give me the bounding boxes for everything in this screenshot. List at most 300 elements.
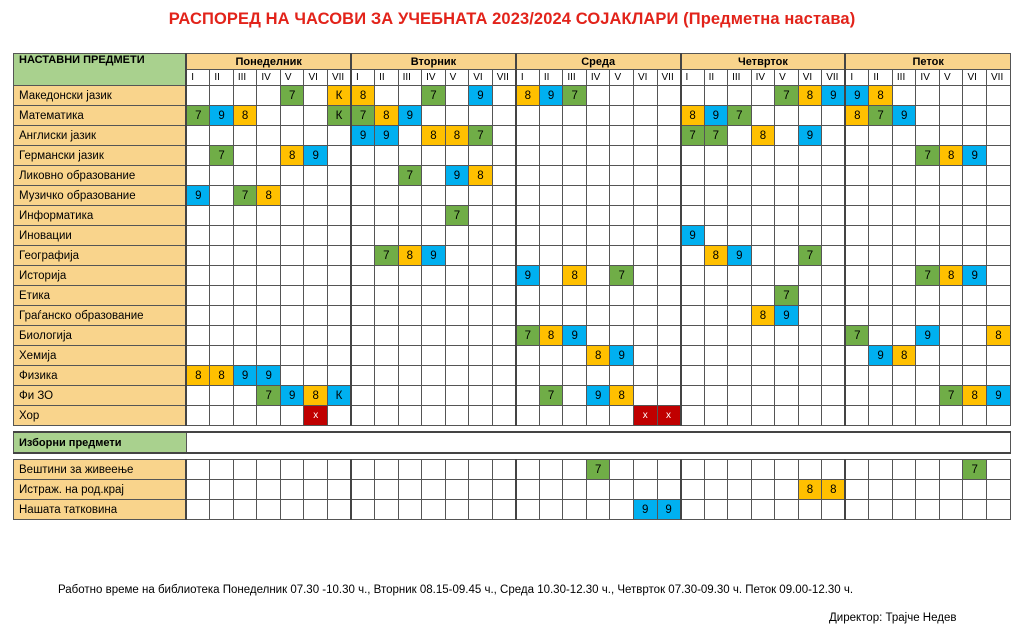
empty-cell [681, 246, 705, 266]
empty-cell [822, 206, 846, 226]
schedule-cell: 9 [963, 266, 987, 286]
empty-cell [987, 146, 1011, 166]
empty-cell [869, 500, 893, 520]
empty-cell [963, 126, 987, 146]
empty-cell [257, 106, 281, 126]
empty-cell [681, 266, 705, 286]
empty-cell [445, 186, 469, 206]
empty-cell [351, 266, 375, 286]
schedule-cell: 8 [798, 480, 822, 500]
empty-cell [892, 126, 916, 146]
empty-cell [586, 166, 610, 186]
schedule-cell: 8 [186, 366, 210, 386]
empty-cell [775, 106, 799, 126]
empty-cell [633, 86, 657, 106]
empty-cell [563, 386, 587, 406]
empty-cell [939, 126, 963, 146]
empty-cell [445, 346, 469, 366]
empty-cell [939, 226, 963, 246]
empty-cell [822, 500, 846, 520]
empty-cell [728, 306, 752, 326]
empty-cell [657, 126, 681, 146]
schedule-cell: 7 [422, 86, 446, 106]
empty-cell [939, 460, 963, 480]
subject-row [14, 106, 1011, 126]
empty-cell [798, 146, 822, 166]
empty-cell [257, 500, 281, 520]
empty-cell [704, 326, 728, 346]
subject-name: Германски јазик [14, 146, 187, 166]
empty-cell [445, 86, 469, 106]
period-label: III [563, 70, 587, 86]
empty-cell [963, 406, 987, 426]
empty-cell [351, 226, 375, 246]
subject-row [14, 406, 1011, 426]
empty-cell [586, 186, 610, 206]
schedule-cell: x [304, 406, 328, 426]
empty-cell [892, 166, 916, 186]
empty-cell [869, 480, 893, 500]
empty-cell [375, 306, 399, 326]
schedule-cell: 8 [586, 346, 610, 366]
empty-cell [422, 480, 446, 500]
empty-cell [539, 126, 563, 146]
empty-cell [351, 186, 375, 206]
empty-cell [516, 286, 540, 306]
schedule-cell: 9 [657, 500, 681, 520]
empty-cell [398, 306, 422, 326]
empty-cell [657, 226, 681, 246]
empty-cell [210, 126, 234, 146]
empty-cell [728, 206, 752, 226]
empty-cell [445, 266, 469, 286]
empty-cell [539, 266, 563, 286]
empty-cell [775, 386, 799, 406]
period-label: III [233, 70, 257, 86]
empty-cell [469, 406, 493, 426]
empty-cell [657, 246, 681, 266]
empty-cell [586, 480, 610, 500]
empty-cell [798, 500, 822, 520]
empty-cell [398, 226, 422, 246]
empty-cell [822, 146, 846, 166]
empty-cell [351, 166, 375, 186]
empty-cell [916, 406, 940, 426]
subject-name: Македонски јазик [14, 86, 187, 106]
empty-cell [422, 166, 446, 186]
empty-cell [327, 460, 351, 480]
empty-cell [775, 266, 799, 286]
empty-cell [869, 406, 893, 426]
empty-cell [987, 286, 1011, 306]
empty-cell [798, 306, 822, 326]
empty-cell [892, 86, 916, 106]
empty-cell [233, 500, 257, 520]
empty-cell [657, 266, 681, 286]
schedule-cell: 8 [233, 106, 257, 126]
empty-cell [751, 226, 775, 246]
empty-cell [586, 366, 610, 386]
empty-cell [398, 386, 422, 406]
empty-cell [657, 366, 681, 386]
empty-cell [586, 246, 610, 266]
empty-cell [351, 480, 375, 500]
subject-row [14, 246, 1011, 266]
period-label: II [210, 70, 234, 86]
empty-cell [610, 86, 634, 106]
schedule-cell: 8 [445, 126, 469, 146]
schedule-cell: 7 [398, 166, 422, 186]
empty-cell [728, 406, 752, 426]
empty-cell [657, 166, 681, 186]
schedule-cell: 9 [798, 126, 822, 146]
empty-cell [563, 206, 587, 226]
schedule-cell: 8 [210, 366, 234, 386]
empty-cell [304, 500, 328, 520]
empty-cell [633, 226, 657, 246]
empty-cell [892, 186, 916, 206]
schedule-cell: 9 [775, 306, 799, 326]
empty-cell [681, 286, 705, 306]
empty-cell [539, 106, 563, 126]
empty-cell [798, 106, 822, 126]
empty-cell [398, 146, 422, 166]
empty-cell [681, 206, 705, 226]
empty-cell [822, 226, 846, 246]
schedule-cell: 8 [563, 266, 587, 286]
empty-cell [398, 500, 422, 520]
director-signature: Директор: Трајче Недев [829, 612, 957, 624]
empty-cell [775, 166, 799, 186]
empty-cell [563, 406, 587, 426]
empty-cell [822, 406, 846, 426]
empty-cell [892, 146, 916, 166]
empty-cell [304, 346, 328, 366]
empty-cell [704, 386, 728, 406]
empty-cell [845, 126, 869, 146]
empty-cell [798, 206, 822, 226]
schedule-cell: 9 [869, 346, 893, 366]
empty-cell [492, 366, 516, 386]
empty-cell [657, 326, 681, 346]
empty-cell [539, 186, 563, 206]
empty-cell [304, 126, 328, 146]
empty-cell [704, 306, 728, 326]
empty-cell [327, 500, 351, 520]
subject-row [14, 366, 1011, 386]
empty-cell [304, 106, 328, 126]
empty-cell [398, 206, 422, 226]
empty-cell [563, 186, 587, 206]
schedule-cell: 7 [916, 146, 940, 166]
empty-cell [728, 346, 752, 366]
schedule-cell: 8 [257, 186, 281, 206]
empty-cell [633, 146, 657, 166]
empty-cell [963, 86, 987, 106]
empty-cell [751, 346, 775, 366]
empty-cell [186, 500, 210, 520]
empty-cell [963, 500, 987, 520]
empty-cell [681, 346, 705, 366]
empty-cell [327, 186, 351, 206]
empty-cell [280, 186, 304, 206]
schedule-cell: 7 [610, 266, 634, 286]
empty-cell [257, 286, 281, 306]
empty-cell [539, 206, 563, 226]
empty-cell [563, 500, 587, 520]
empty-cell [492, 146, 516, 166]
empty-cell [186, 460, 210, 480]
empty-cell [987, 500, 1011, 520]
empty-cell [728, 186, 752, 206]
period-label: IV [257, 70, 281, 86]
empty-cell [280, 306, 304, 326]
subject-name: Историја [14, 266, 187, 286]
empty-cell [327, 266, 351, 286]
subject-row [14, 186, 1011, 206]
schedule-cell: 9 [728, 246, 752, 266]
empty-cell [304, 226, 328, 246]
empty-cell [751, 286, 775, 306]
empty-cell [728, 226, 752, 246]
empty-cell [233, 306, 257, 326]
empty-cell [845, 346, 869, 366]
period-label: VII [987, 70, 1011, 86]
empty-cell [657, 146, 681, 166]
empty-cell [610, 166, 634, 186]
empty-cell [939, 406, 963, 426]
empty-cell [916, 226, 940, 246]
empty-cell [775, 326, 799, 346]
schedule-cell: 8 [516, 86, 540, 106]
empty-cell [916, 186, 940, 206]
empty-cell [280, 286, 304, 306]
period-label: II [375, 70, 399, 86]
schedule-cell: 8 [304, 386, 328, 406]
schedule-cell: 9 [257, 366, 281, 386]
empty-cell [233, 146, 257, 166]
empty-cell [516, 386, 540, 406]
empty-cell [822, 306, 846, 326]
empty-cell [916, 366, 940, 386]
empty-cell [398, 460, 422, 480]
empty-cell [963, 326, 987, 346]
empty-cell [445, 146, 469, 166]
empty-cell [586, 126, 610, 146]
empty-cell [327, 246, 351, 266]
empty-cell [869, 226, 893, 246]
subject-row [14, 500, 1011, 520]
empty-cell [610, 500, 634, 520]
empty-cell [892, 246, 916, 266]
empty-cell [681, 166, 705, 186]
empty-cell [681, 186, 705, 206]
empty-cell [681, 406, 705, 426]
empty-cell [351, 286, 375, 306]
empty-cell [492, 86, 516, 106]
schedule-cell: 7 [798, 246, 822, 266]
empty-cell [845, 306, 869, 326]
period-label: II [704, 70, 728, 86]
empty-cell [916, 306, 940, 326]
schedule-cell: 8 [751, 306, 775, 326]
empty-cell [469, 366, 493, 386]
empty-cell [304, 206, 328, 226]
empty-cell [939, 286, 963, 306]
schedule-cell: 7 [445, 206, 469, 226]
empty-cell [657, 286, 681, 306]
empty-cell [610, 286, 634, 306]
empty-cell [422, 226, 446, 246]
period-label: III [398, 70, 422, 86]
empty-cell [233, 166, 257, 186]
empty-cell [257, 266, 281, 286]
empty-cell [445, 460, 469, 480]
schedule-cell: 7 [210, 146, 234, 166]
empty-cell [257, 406, 281, 426]
empty-cell [704, 226, 728, 246]
empty-cell [728, 326, 752, 346]
empty-cell [963, 106, 987, 126]
schedule-cell: 9 [916, 326, 940, 346]
subject-name: Фи ЗО [14, 386, 187, 406]
schedule-cell: 9 [822, 86, 846, 106]
empty-cell [375, 386, 399, 406]
empty-cell [516, 186, 540, 206]
empty-cell [492, 500, 516, 520]
empty-cell [516, 460, 540, 480]
subject-row [14, 86, 1011, 106]
empty-cell [939, 186, 963, 206]
empty-cell [539, 406, 563, 426]
period-label: V [445, 70, 469, 86]
empty-cell [422, 406, 446, 426]
day-header: Среда [516, 54, 681, 70]
empty-cell [657, 106, 681, 126]
subject-row [14, 206, 1011, 226]
empty-cell [963, 286, 987, 306]
empty-cell [280, 480, 304, 500]
empty-cell [586, 306, 610, 326]
empty-cell [633, 366, 657, 386]
empty-cell [633, 246, 657, 266]
empty-cell [633, 480, 657, 500]
schedule-cell: x [633, 406, 657, 426]
empty-cell [751, 366, 775, 386]
empty-cell [539, 166, 563, 186]
empty-cell [822, 386, 846, 406]
schedule-cell: 8 [963, 386, 987, 406]
empty-cell [586, 226, 610, 246]
empty-cell [516, 500, 540, 520]
empty-cell [845, 366, 869, 386]
empty-cell [728, 366, 752, 386]
empty-cell [233, 86, 257, 106]
empty-cell [681, 500, 705, 520]
empty-cell [704, 286, 728, 306]
empty-cell [375, 500, 399, 520]
schedule-cell: 7 [704, 126, 728, 146]
subject-row [14, 286, 1011, 306]
empty-cell [892, 286, 916, 306]
empty-cell [751, 460, 775, 480]
empty-cell [845, 406, 869, 426]
schedule-cell: К [327, 106, 351, 126]
empty-cell [539, 500, 563, 520]
subject-row [14, 166, 1011, 186]
empty-cell [186, 286, 210, 306]
empty-cell [422, 326, 446, 346]
empty-cell [375, 146, 399, 166]
empty-cell [469, 386, 493, 406]
empty-cell [987, 186, 1011, 206]
empty-cell [351, 406, 375, 426]
empty-cell [892, 460, 916, 480]
empty-cell [822, 246, 846, 266]
empty-cell [704, 86, 728, 106]
empty-cell [728, 166, 752, 186]
empty-cell [963, 166, 987, 186]
day-header: Вторник [351, 54, 516, 70]
empty-cell [492, 206, 516, 226]
empty-cell [280, 106, 304, 126]
period-label: I [186, 70, 210, 86]
empty-cell [445, 226, 469, 246]
empty-cell [351, 366, 375, 386]
period-label: I [516, 70, 540, 86]
empty-cell [798, 226, 822, 246]
empty-cell [633, 306, 657, 326]
empty-cell [704, 406, 728, 426]
elective-header-row [14, 432, 1011, 453]
empty-cell [798, 346, 822, 366]
empty-cell [257, 146, 281, 166]
schedule-cell: 8 [987, 326, 1011, 346]
empty-cell [892, 226, 916, 246]
empty-cell [633, 206, 657, 226]
empty-cell [327, 226, 351, 246]
period-label: VII [657, 70, 681, 86]
empty-cell [657, 346, 681, 366]
empty-cell [563, 146, 587, 166]
empty-cell [469, 346, 493, 366]
empty-cell [492, 306, 516, 326]
period-label: V [610, 70, 634, 86]
empty-cell [586, 500, 610, 520]
empty-cell [280, 126, 304, 146]
empty-cell [186, 386, 210, 406]
empty-cell [916, 286, 940, 306]
empty-cell [892, 366, 916, 386]
empty-cell [845, 386, 869, 406]
empty-cell [422, 186, 446, 206]
empty-cell [939, 106, 963, 126]
empty-cell [822, 266, 846, 286]
empty-cell [327, 146, 351, 166]
empty-cell [869, 366, 893, 386]
schedule-cell: 7 [469, 126, 493, 146]
schedule-cell: 8 [751, 126, 775, 146]
empty-cell [869, 206, 893, 226]
empty-cell [963, 366, 987, 386]
schedule-cell: 9 [398, 106, 422, 126]
empty-cell [469, 326, 493, 346]
schedule-cell: 7 [916, 266, 940, 286]
schedule-cell: 8 [892, 346, 916, 366]
empty-cell [280, 346, 304, 366]
empty-cell [375, 406, 399, 426]
empty-cell [563, 286, 587, 306]
